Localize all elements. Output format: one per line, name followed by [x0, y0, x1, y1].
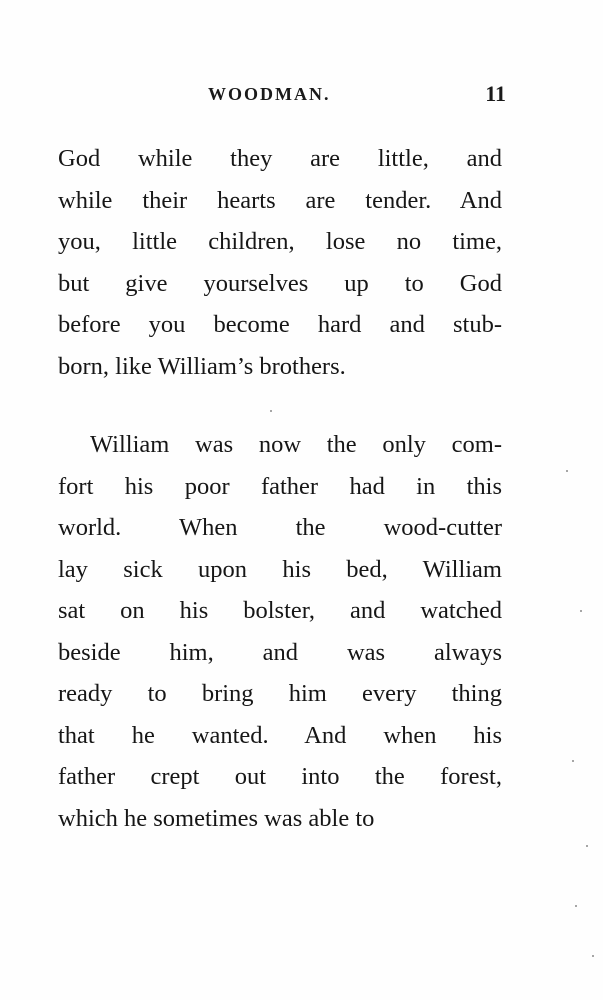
- text-line: beside him, and was always: [58, 638, 502, 666]
- text-line: you, little children, lose no time,: [58, 228, 502, 255]
- print-speck: [592, 955, 594, 957]
- text-line: lay sick upon his bed, William: [58, 555, 502, 583]
- running-title: WOODMAN.: [208, 84, 331, 104]
- text-line: fort his poor father had in this: [58, 472, 502, 500]
- text-line: ready to bring him every thing: [58, 680, 502, 707]
- page-number: 11: [485, 81, 506, 106]
- print-speck: [580, 610, 582, 612]
- running-head: [58, 81, 506, 108]
- paragraph-1: [58, 138, 502, 387]
- print-speck: [572, 760, 574, 762]
- text-line: before you become hard and stub-: [58, 311, 502, 338]
- text-line: sat on his bolster, and watched: [58, 597, 502, 624]
- text-line: born, like William’s brothers.: [58, 352, 346, 380]
- print-speck: [270, 410, 272, 412]
- text-line: which he sometimes was able to: [58, 804, 375, 832]
- text-line: father crept out into the forest,: [58, 763, 502, 790]
- text-line: that he wanted. And when his: [58, 721, 502, 749]
- text-line: God while they are little, and: [58, 145, 502, 172]
- text-line: while their hearts are tender. And: [58, 186, 502, 214]
- text-line: but give yourselves up to God: [58, 269, 502, 297]
- text-line: world. When the wood-cutter: [58, 514, 502, 541]
- paragraph-2: [58, 424, 502, 839]
- text-line: William was now the only com-: [90, 431, 502, 458]
- print-speck: [575, 905, 577, 907]
- print-speck: [586, 845, 588, 847]
- print-speck: [566, 470, 568, 472]
